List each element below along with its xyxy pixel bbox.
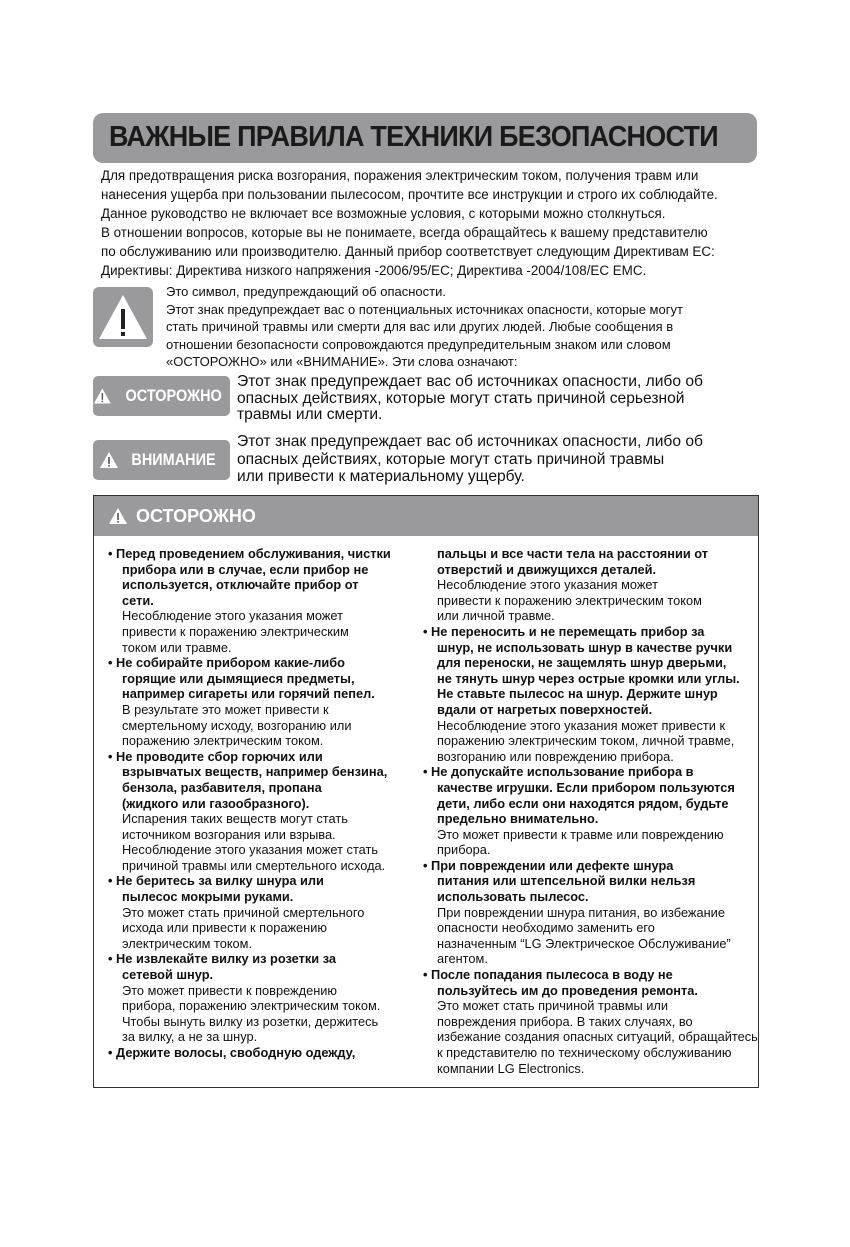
warning-heading-line: При повреждении или дефекте шнура: [431, 857, 674, 873]
warning-heading-line: Держите волосы, свободную одежду,: [116, 1045, 356, 1060]
page-title: ВАЖНЫЕ ПРАВИЛА ТЕХНИКИ БЕЗОПАСНОСТИ: [109, 121, 718, 153]
warning-detail-line: поражению электрическим током.: [122, 733, 324, 749]
warning-heading-line: (жидкого или газообразного).: [122, 795, 310, 811]
warning-detail-line: за вилку, а не за шнур.: [122, 1029, 258, 1045]
warning-detail-line: током или травме.: [122, 639, 232, 655]
warning-detail-line: назначенным “LG Электрическое Обслуживание”: [437, 935, 731, 951]
intro-line: В отношении вопросов, которые вы не понимаете, всегда обращайтесь к вашему представителю: [101, 225, 708, 240]
warning-heading-line: используется, отключайте прибор от: [122, 577, 359, 593]
warning-detail-line: Несоблюдение этого указания может: [122, 608, 343, 624]
warning-heading-line: Перед проведением обслуживания, чистки: [116, 546, 391, 561]
attention-description: [237, 434, 703, 486]
caution-text-line: травмы или смерти.: [237, 406, 383, 423]
caution-text-line: опасных действиях, которые могут стать причиной серьезной: [237, 389, 685, 407]
warning-heading-line: Не ставьте пылесос на шнур. Держите шнур: [437, 686, 718, 702]
warning-heading-line: Не собирайте прибором какие-либо: [116, 655, 345, 671]
warning-heading-line: шнур, не использовать шнур в качестве ручки: [437, 639, 733, 655]
warning-detail-line: Это может привести к повреждению: [122, 982, 338, 998]
warning-detail-line: опасности необходимо заменить его: [437, 920, 655, 936]
warning-item: [425, 967, 758, 1076]
warning-detail-line: прибора, поражению электрическим током.: [122, 998, 381, 1014]
warning-heading-line: После попадания пылесоса в воду не: [431, 967, 673, 983]
warning-heading-line: пальцы и все части тела на расстоянии от: [437, 546, 709, 561]
warning-item: [110, 749, 391, 874]
warning-detail-line: привести к поражению электрическим током: [437, 592, 702, 608]
warning-item: [110, 546, 391, 655]
caution-description: [237, 374, 703, 424]
warning-detail-line: причиной травмы или смертельного исхода.: [122, 857, 386, 873]
caution-left-column: [110, 546, 391, 1061]
warning-item: [425, 624, 758, 764]
warning-heading-line: например сигареты или горячий пепел.: [122, 686, 375, 702]
symbol-text-line: стать причиной травмы или смерти для вас или других людей. Любые сообщения в: [166, 319, 674, 335]
warning-detail-line: прибора.: [437, 842, 491, 858]
title-banner: [93, 113, 757, 163]
warning-triangle-icon: [108, 507, 128, 525]
bullet-icon: •: [108, 655, 117, 671]
warning-triangle-icon: [93, 387, 112, 405]
attention-text-line: Этот знак предупреждает вас об источниках опасности, либо об: [237, 433, 703, 450]
intro-line: Директивы: Директива низкого напряжения -2006/95/EC; Директива -2004/108/EC EMC.: [101, 263, 647, 278]
warning-detail-line: Это может стать причиной травмы или: [437, 998, 669, 1014]
warning-heading-line: сети.: [122, 592, 154, 608]
warning-heading-line: пользуйтесь им до проведения ремонта.: [437, 982, 698, 998]
warning-item: [110, 1045, 391, 1061]
warning-heading-line: для переноски, не защемлять шнур дверьми,: [437, 655, 727, 671]
warning-triangle-icon: [99, 451, 119, 469]
caution-box-header: [94, 496, 758, 536]
warning-detail-line: к представителю по техническому обслуживанию: [437, 1045, 732, 1060]
warning-heading-line: Не проводите сбор горючих или: [116, 748, 323, 764]
warning-detail-line: электрическим током.: [122, 935, 253, 951]
bullet-icon: •: [108, 951, 117, 967]
warning-detail-line: компании LG Electronics.: [437, 1060, 585, 1076]
warning-heading-line: сетевой шнур.: [122, 967, 214, 983]
intro-line: Для предотвращения риска возгорания, поражения электрическим током, получения травм или: [101, 168, 699, 183]
warning-detail-line: Испарения таких веществ могут стать: [122, 811, 348, 827]
warning-item: [110, 873, 391, 951]
symbol-text-line: отношении безопасности сопровождаются предупредительным знаком или словом: [166, 336, 671, 352]
bullet-icon: •: [108, 546, 117, 561]
warning-heading-line: дети, либо если они находятся рядом, будьте: [437, 795, 729, 811]
warning-item: [110, 951, 391, 1045]
warning-heading-line: Не переносить и не перемещать прибор за: [431, 623, 705, 639]
warning-detail-line: избежание создания опасных ситуаций, обращайтесь: [437, 1029, 758, 1045]
bullet-icon: •: [108, 748, 117, 764]
bullet-icon: •: [108, 873, 117, 889]
warning-detail-line: Чтобы вынуть вилку из розетки, держитесь: [122, 1013, 379, 1029]
warning-detail-line: исхода или привести к поражению: [122, 920, 327, 936]
warning-triangle-icon: [93, 287, 153, 347]
warning-heading-line: Не допускайте использование прибора в: [431, 764, 694, 780]
bullet-icon: •: [423, 967, 432, 983]
symbol-text-line: Этот знак предупреждает вас о потенциальных источниках опасности, которые могут: [166, 301, 683, 317]
warning-detail-line: возгоранию или повреждению прибора.: [437, 748, 674, 764]
warning-heading-line: бензола, разбавителя, пропана: [122, 779, 322, 795]
warning-detail-line: источником возгорания или взрыва.: [122, 826, 336, 842]
warning-detail-line: В результате это может привести к: [122, 701, 329, 717]
intro-line: по обслуживанию или производителю. Данный прибор соответствует следующим Директивам ЕС:: [101, 244, 715, 259]
symbol-text-line: «ОСТОРОЖНО» или «ВНИМАНИЕ». Эти слова означают:: [166, 354, 518, 370]
caution-right-column: [425, 546, 758, 1076]
attention-text-line: опасных действиях, которые могут стать причиной травмы: [237, 450, 665, 468]
warning-detail-line: смертельному исходу, возгоранию или: [122, 717, 352, 733]
warning-heading-line: отверстий и движущихся деталей.: [437, 561, 657, 577]
warning-heading-line: питания или штепсельной вилки нельзя: [437, 873, 696, 889]
warning-item: [110, 655, 391, 749]
warning-detail-line: повреждения прибора. В таких случаях, во: [437, 1013, 693, 1029]
warning-detail-line: привести к поражению электрическим: [122, 623, 349, 639]
bullet-icon: •: [108, 1045, 117, 1060]
warning-detail-line: или личной травме.: [437, 608, 555, 624]
caution-box-title: ОСТОРОЖНО: [136, 505, 256, 526]
warning-detail-line: агентом.: [437, 951, 488, 967]
warning-item: [425, 858, 758, 967]
caution-badge: [93, 376, 230, 416]
attention-label: ВНИМАНИЕ: [131, 450, 217, 469]
warning-detail-line: Несоблюдение этого указания может привести к: [437, 717, 726, 733]
warning-detail-line: Это может привести к травме или повреждению: [437, 826, 724, 842]
warning-heading-line: Не беритесь за вилку шнура или: [116, 873, 324, 889]
warning-heading-line: предельно внимательно.: [437, 811, 599, 827]
bullet-icon: •: [423, 857, 432, 873]
warning-heading-line: качестве игрушки. Если прибором пользуются: [437, 779, 735, 795]
bullet-icon: •: [423, 764, 432, 780]
warning-item: [425, 764, 758, 858]
warning-detail-line: поражению электрическим током, личной травме,: [437, 733, 735, 749]
symbol-description: [166, 283, 683, 371]
warning-item: [425, 546, 758, 624]
warning-detail-line: Несоблюдение этого указания может стать: [122, 842, 379, 858]
warning-detail-line: Несоблюдение этого указания может: [437, 577, 658, 593]
warning-detail-line: Это может стать причиной смертельного: [122, 904, 365, 920]
warning-heading-line: горящие или дымящиеся предметы,: [122, 670, 355, 686]
warning-heading-line: Не извлекайте вилку из розетки за: [116, 951, 337, 967]
intro-line: Данное руководство не включает все возможные условия, с которыми можно столкнуться.: [101, 206, 666, 221]
caution-label: ОСТОРОЖНО: [125, 386, 222, 405]
symbol-text-line: Это символ, предупреждающий об опасности.: [166, 284, 446, 299]
warning-heading-line: прибора или в случае, если прибор не: [122, 561, 369, 577]
intro-line: нанесения ущерба при пользовании пылесосом, прочтите все инструкции и строго их соблюдайте.: [101, 187, 718, 202]
attention-text-line: или привести к материальному ущербу.: [237, 468, 525, 485]
warning-heading-line: взрывчатых веществ, например бензина,: [122, 764, 388, 780]
warning-detail-line: При повреждении шнура питания, во избежание: [437, 904, 725, 920]
bullet-icon: •: [423, 623, 432, 639]
warning-heading-line: вдали от нагретых поверхностей.: [437, 701, 653, 717]
warning-heading-line: пылесос мокрыми руками.: [122, 889, 294, 905]
warning-heading-line: использовать пылесос.: [437, 889, 589, 905]
attention-badge: [93, 440, 230, 480]
intro-paragraph: [101, 166, 718, 280]
caution-text-line: Этот знак предупреждает вас об источниках опасности, либо об: [237, 373, 703, 390]
warning-heading-line: не тянуть шнур через острые кромки или углы.: [437, 670, 740, 686]
